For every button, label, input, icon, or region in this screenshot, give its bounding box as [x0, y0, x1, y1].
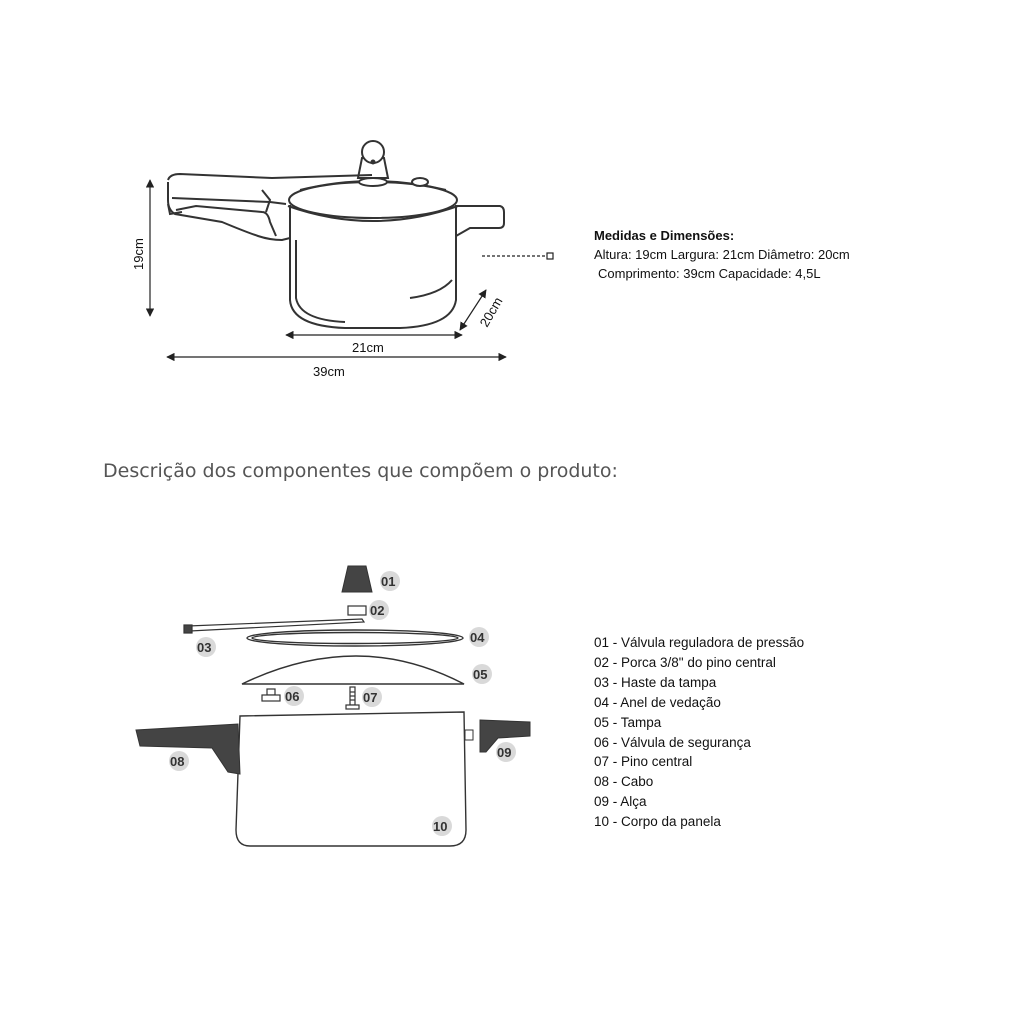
legend-item: 02 - Porca 3/8" do pino central: [594, 654, 776, 670]
handle-bracket: [465, 730, 473, 740]
part-number-02: 02: [370, 603, 385, 618]
part-number-08: 08: [170, 754, 185, 769]
lid-rod-part: [184, 619, 364, 633]
height-label: 19cm: [131, 238, 146, 270]
legend-item: 07 - Pino central: [594, 754, 693, 770]
diameter-label: 20cm: [476, 294, 506, 330]
specs-line-2: Comprimento: 39cm Capacidade: 4,5L: [598, 266, 821, 281]
specs-title: Medidas e Dimensões:: [594, 228, 735, 243]
pot-body-part: [236, 712, 466, 846]
gasket-part: [247, 630, 463, 646]
lid-part: [242, 656, 464, 684]
width-label: 21cm: [352, 340, 384, 355]
part-number-10: 10: [433, 819, 448, 834]
legend-item: 08 - Cabo: [594, 774, 654, 790]
part-number-01: 01: [381, 574, 396, 589]
long-handle-part: [136, 724, 240, 774]
legend-item: 05 - Tampa: [594, 714, 662, 730]
components-legend: [594, 633, 804, 832]
legend-item: 01 - Válvula reguladora de pressão: [594, 635, 805, 650]
legend-item: 10 - Corpo da panela: [594, 814, 721, 830]
part-number-05: 05: [473, 667, 488, 682]
part-number-09: 09: [497, 745, 512, 760]
components-heading: Descrição dos componentes que compõem o produto:: [103, 460, 618, 482]
legend-item: 09 - Alça: [594, 794, 647, 810]
part-number-04: 04: [470, 630, 485, 645]
part-number-03: 03: [197, 640, 212, 655]
legend-item: 04 - Anel de vedação: [594, 694, 721, 710]
legend-item: 03 - Haste da tampa: [594, 674, 717, 690]
central-pin-part: [346, 687, 359, 709]
nut-part: [348, 606, 366, 615]
length-label: 39cm: [313, 364, 345, 379]
part-number-07: 07: [363, 690, 378, 705]
safety-valve-part: [262, 689, 280, 701]
pressure-valve-part: [342, 566, 372, 592]
legend-item: 06 - Válvula de segurança: [594, 734, 751, 750]
part-number-06: 06: [285, 689, 300, 704]
specs-line-1: Altura: 19cm Largura: 21cm Diâmetro: 20cm: [594, 247, 850, 262]
